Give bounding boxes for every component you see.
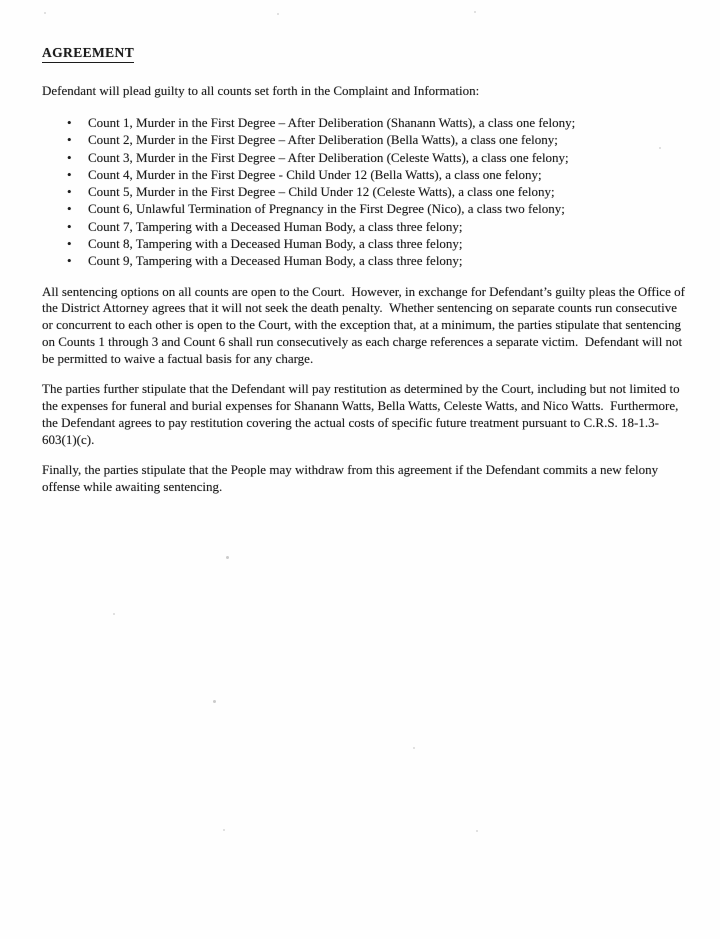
list-item: • Count 3, Murder in the First Degree – After Deliberation (Celeste Watts), a class one felony; <box>88 149 688 166</box>
scan-speckle <box>277 13 279 15</box>
sentencing-paragraph: All sentencing options on all counts are open to the Court. However, in exchange for Defendant’s guilty pleas the Office of the District Attorney agrees that it will not seek the death penalty. Whether sentencing on separate counts run consecutive or concurrent to each other is open to the Court, with the exception that, at a minimum, the parties stipulate that sentencing on Counts 1 through 3 and Count 6 shall run consecutively as each charge references a separate victim. Defendant will not be permitted to waive a factual basis for any charge. <box>42 283 689 367</box>
counts-list <box>42 114 688 270</box>
restitution-paragraph: The parties further stipulate that the Defendant will pay restitution as determined by the Court, including but not limited to the expenses for funeral and burial expenses for Shanann Watts, Bella Watts, Celeste Watts, and Nico Watts. Furthermore, the Defendant agrees to pay restitution covering the actual costs of specific future treatment pursuant to C.R.S. 18-1.3-603(1)(c). <box>42 381 683 447</box>
scan-speckle <box>213 700 216 703</box>
scan-speckle <box>474 11 476 13</box>
list-item: • Count 2, Murder in the First Degree – After Deliberation (Bella Watts), a class one felony; <box>88 131 688 148</box>
scan-speckle <box>113 613 115 615</box>
agreement-document <box>42 44 688 509</box>
list-item: • Count 4, Murder in the First Degree - Child Under 12 (Bella Watts), a class one felony; <box>88 166 688 183</box>
list-item: • Count 5, Murder in the First Degree – Child Under 12 (Celeste Watts), a class one felony; <box>88 183 688 200</box>
list-item: • Count 9, Tampering with a Deceased Human Body, a class three felony; <box>88 252 688 269</box>
intro-paragraph: Defendant will plead guilty to all counts set forth in the Complaint and Information: <box>42 83 480 98</box>
scan-speckle <box>226 556 229 559</box>
scan-speckle <box>223 829 225 831</box>
list-item: • Count 8, Tampering with a Deceased Human Body, a class three felony; <box>88 235 688 252</box>
list-item: • Count 6, Unlawful Termination of Pregnancy in the First Degree (Nico), a class two felony; <box>88 200 688 217</box>
scan-speckle <box>413 747 415 749</box>
scan-speckle <box>44 12 46 14</box>
withdrawal-paragraph: Finally, the parties stipulate that the People may withdraw from this agreement if the Defendant commits a new felony offense while awaiting sentencing. <box>42 461 662 494</box>
list-item: • Count 7, Tampering with a Deceased Human Body, a class three felony; <box>88 218 688 235</box>
scan-speckle <box>476 830 478 832</box>
list-item: • Count 1, Murder in the First Degree – After Deliberation (Shanann Watts), a class one felony; <box>88 114 688 131</box>
document-heading: AGREEMENT <box>42 45 134 63</box>
